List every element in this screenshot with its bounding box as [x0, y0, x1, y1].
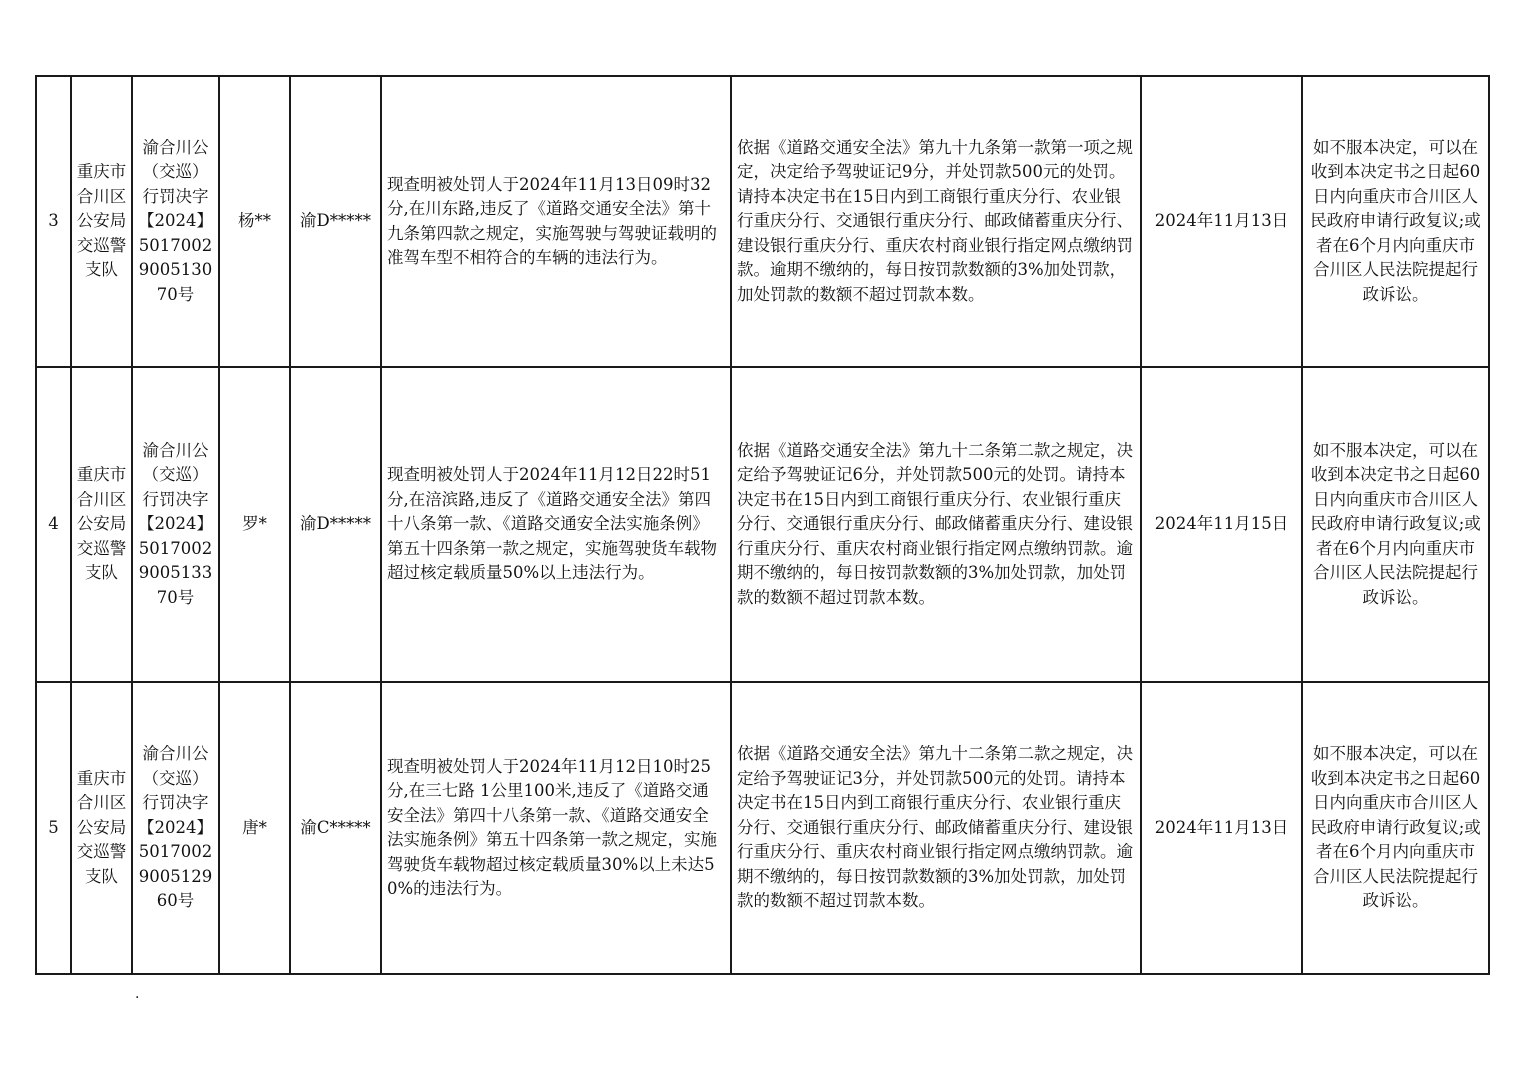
row-number: 3	[36, 76, 71, 367]
violation-facts: 现查明被处罚人于2024年11月12日10时25分,在三七路 1公里100米,违反了《道路交通安全法》第四十八条第一款、《道路交通安全法实施条例》第五十四条第一款之规定，实施驾驶货车载物超过核定载质量30%以上未达50%的违法行为。	[381, 682, 731, 974]
remedy-notice: 如不服本决定，可以在收到本决定书之日起60日内向重庆市合川区人民政府申请行政复议;或者在6个月内向重庆市合川区人民法院提起行政诉讼。	[1302, 76, 1489, 367]
penalty-decision-table	[35, 75, 1490, 975]
violation-facts: 现查明被处罚人于2024年11月12日22时51分,在涪滨路,违反了《道路交通安全法》第四十八条第一款、《道路交通安全法实施条例》第五十四条第一款之规定，实施驾驶货车载物超过核定载质量50%以上违法行为。	[381, 367, 731, 682]
offender-name: 唐*	[219, 682, 290, 974]
issuing-authority: 重庆市合川区公安局交巡警支队	[71, 682, 132, 974]
decision-number: 渝合川公（交巡）行罚决字【2024】5017002900513070号	[132, 76, 219, 367]
violation-facts: 现查明被处罚人于2024年11月13日09时32分,在川东路,违反了《道路交通安全法》第十九条第四款之规定，实施驾驶与驾驶证载明的准驾车型不相符合的车辆的违法行为。	[381, 76, 731, 367]
offender-name: 罗*	[219, 367, 290, 682]
table-row	[36, 682, 1489, 974]
issuing-authority: 重庆市合川区公安局交巡警支队	[71, 76, 132, 367]
license-plate: 渝C*****	[290, 682, 381, 974]
offender-name: 杨**	[219, 76, 290, 367]
decision-date: 2024年11月15日	[1141, 367, 1302, 682]
decision-date: 2024年11月13日	[1141, 76, 1302, 367]
decision-date: 2024年11月13日	[1141, 682, 1302, 974]
license-plate: 渝D*****	[290, 76, 381, 367]
footer-mark: .	[135, 986, 140, 1002]
table-row	[36, 76, 1489, 367]
decision-number: 渝合川公（交巡）行罚决字【2024】5017002900512960号	[132, 682, 219, 974]
table-row	[36, 367, 1489, 682]
penalty-basis: 依据《道路交通安全法》第九十二条第二款之规定，决定给予驾驶证记6分，并处罚款500元的处罚。请持本决定书在15日内到工商银行重庆分行、农业银行重庆分行、交通银行重庆分行、邮政储蓄重庆分行、建设银行重庆分行、重庆农村商业银行指定网点缴纳罚款。逾期不缴纳的，每日按罚款数额的3%加处罚款，加处罚款的数额不超过罚款本数。	[731, 367, 1141, 682]
decision-number: 渝合川公（交巡）行罚决字【2024】5017002900513370号	[132, 367, 219, 682]
remedy-notice: 如不服本决定，可以在收到本决定书之日起60日内向重庆市合川区人民政府申请行政复议;或者在6个月内向重庆市合川区人民法院提起行政诉讼。	[1302, 682, 1489, 974]
row-number: 4	[36, 367, 71, 682]
license-plate: 渝D*****	[290, 367, 381, 682]
penalty-basis: 依据《道路交通安全法》第九十二条第二款之规定，决定给予驾驶证记3分，并处罚款500元的处罚。请持本决定书在15日内到工商银行重庆分行、农业银行重庆分行、交通银行重庆分行、邮政储蓄重庆分行、建设银行重庆分行、重庆农村商业银行指定网点缴纳罚款。逾期不缴纳的，每日按罚款数额的3%加处罚款，加处罚款的数额不超过罚款本数。	[731, 682, 1141, 974]
row-number: 5	[36, 682, 71, 974]
issuing-authority: 重庆市合川区公安局交巡警支队	[71, 367, 132, 682]
remedy-notice: 如不服本决定，可以在收到本决定书之日起60日内向重庆市合川区人民政府申请行政复议;或者在6个月内向重庆市合川区人民法院提起行政诉讼。	[1302, 367, 1489, 682]
penalty-basis: 依据《道路交通安全法》第九十九条第一款第一项之规定，决定给予驾驶证记9分，并处罚款500元的处罚。请持本决定书在15日内到工商银行重庆分行、农业银行重庆分行、交通银行重庆分行、邮政储蓄重庆分行、建设银行重庆分行、重庆农村商业银行指定网点缴纳罚款。逾期不缴纳的，每日按罚款数额的3%加处罚款，加处罚款的数额不超过罚款本数。	[731, 76, 1141, 367]
